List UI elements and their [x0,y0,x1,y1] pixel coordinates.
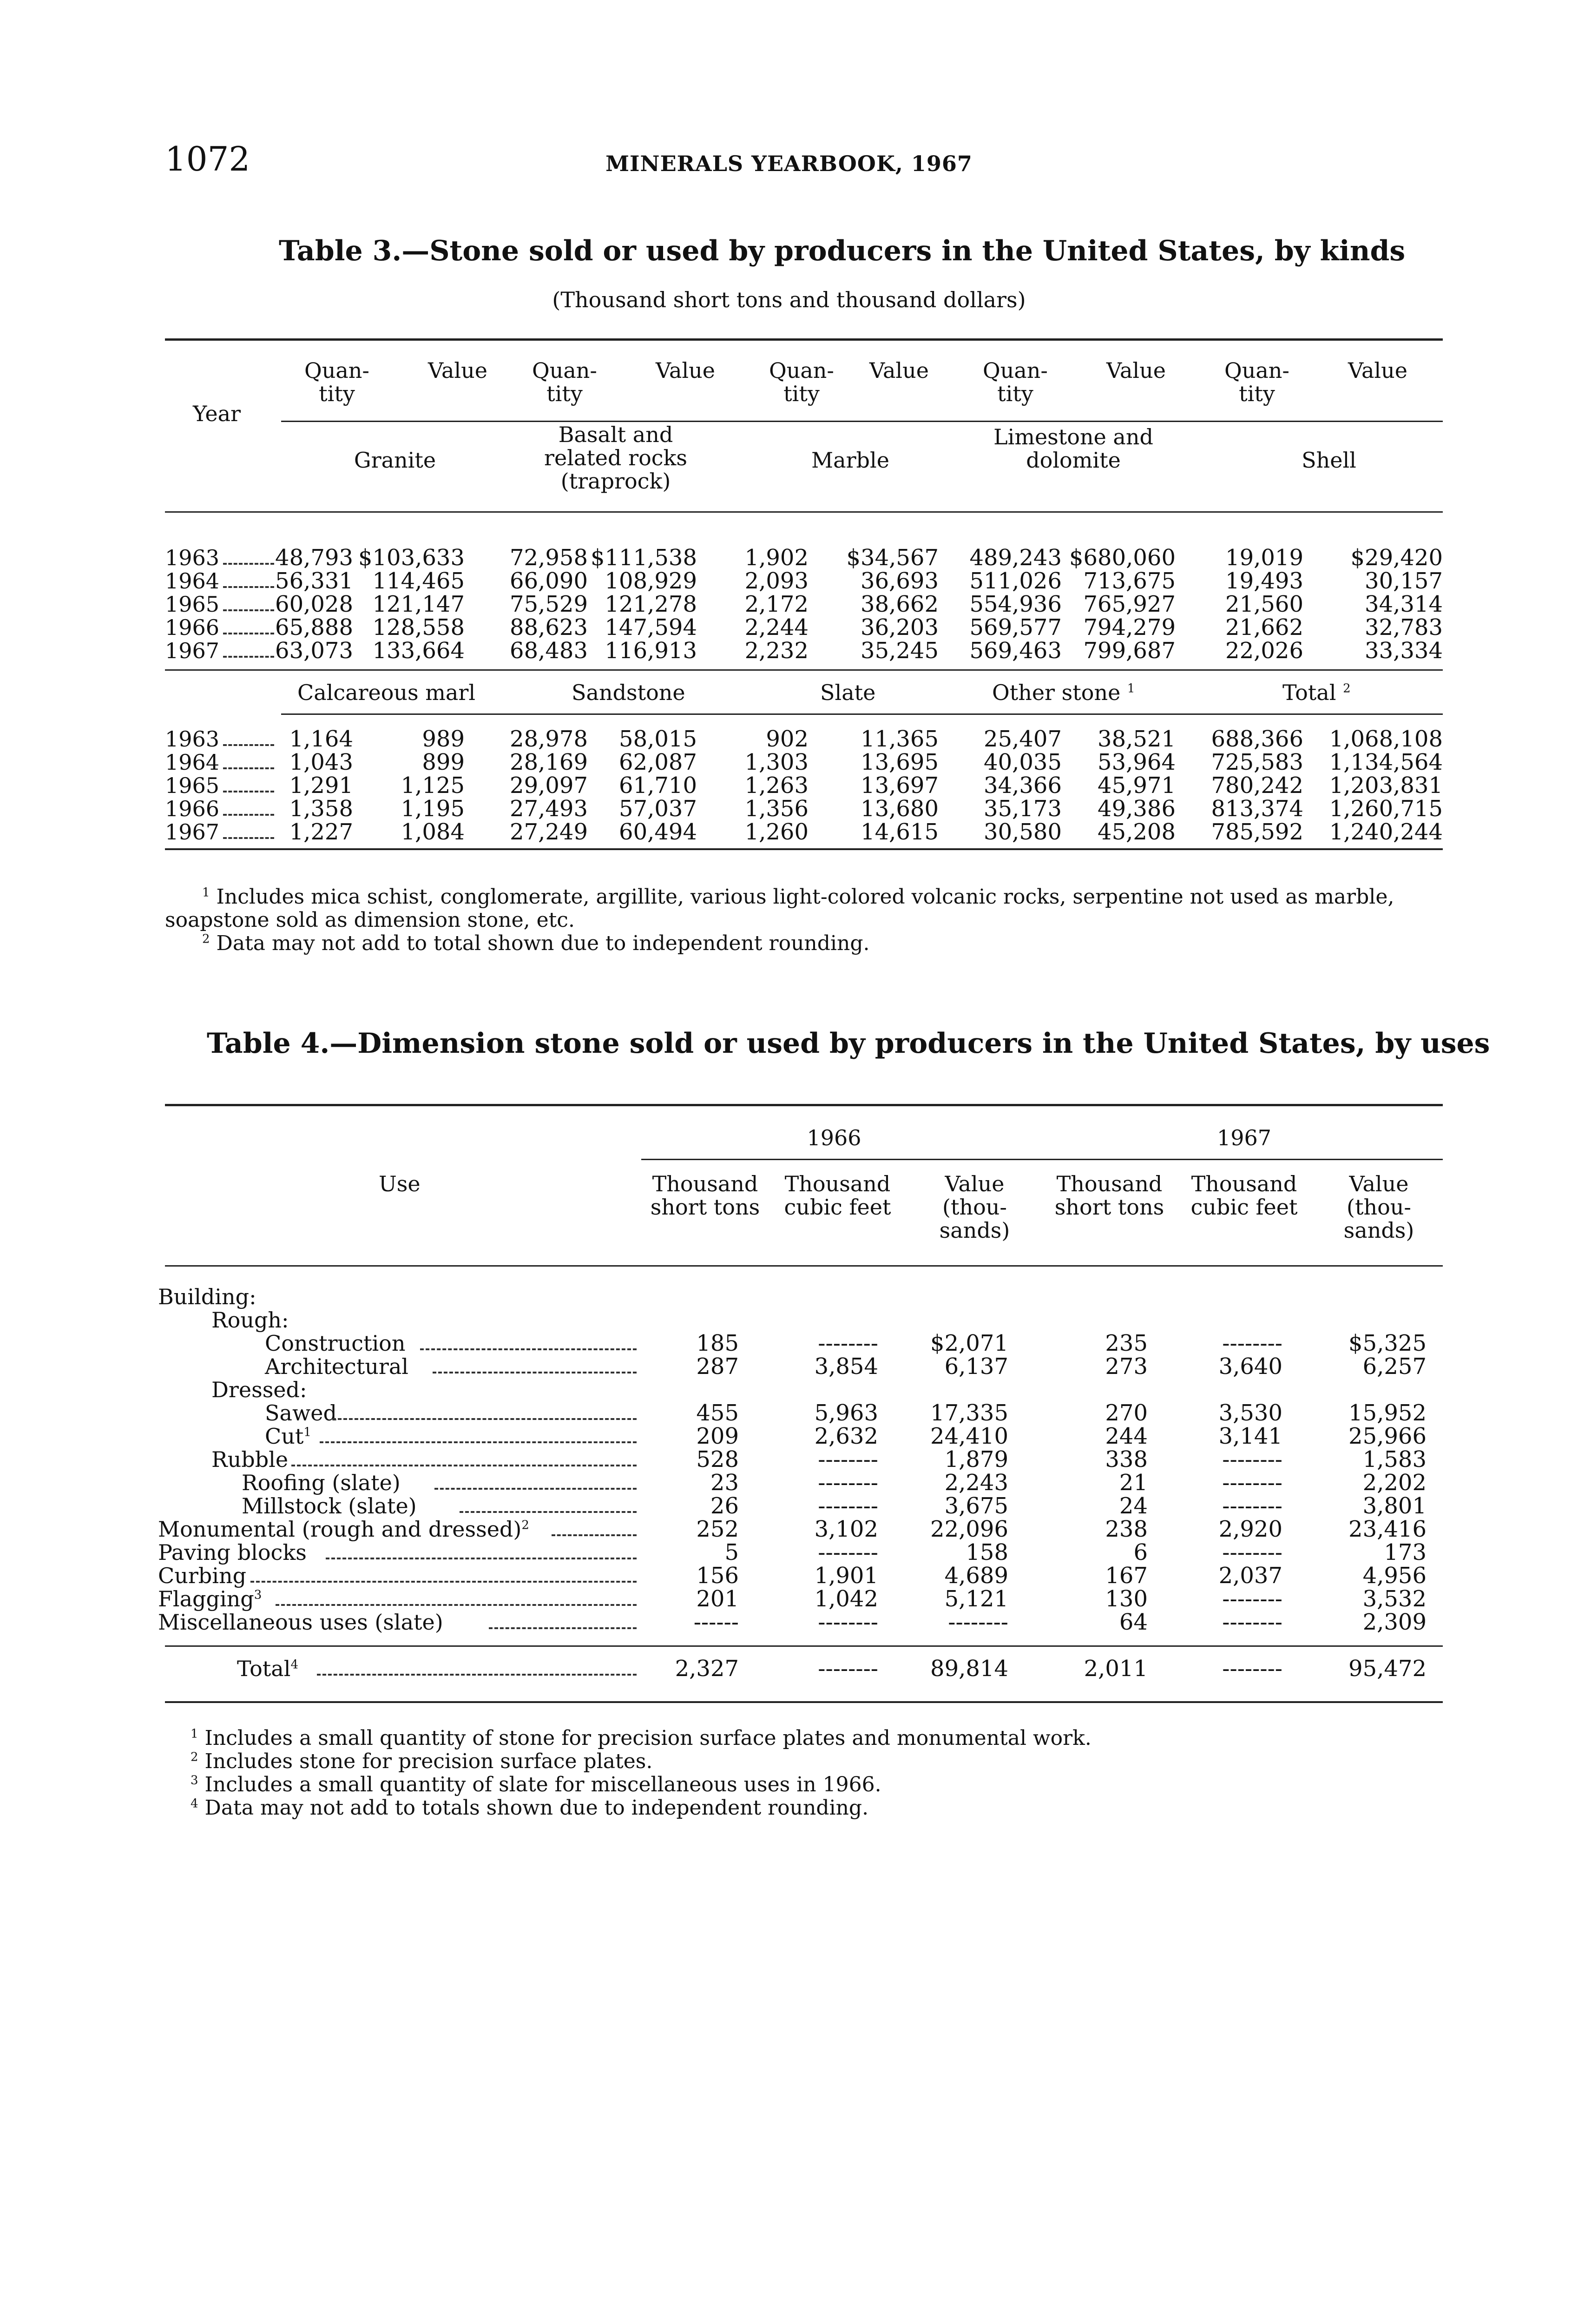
table4-column-header: Value (thou- sands) [939,1171,1010,1243]
table4-row-label [158,1564,246,1587]
table4-value-cell: -------- [1222,1539,1282,1565]
table3-year-cell: 1965 [165,592,220,617]
table3-value-cell: 108,929 [605,568,697,594]
table3-value-cell: 68,483 [510,638,588,664]
table4-value-cell: 5,121 [944,1586,1008,1612]
table3-value-cell: 1,358 [289,796,353,822]
table4-value-cell: 3,102 [814,1516,878,1542]
table4-heading-dressed: Dressed: [211,1377,307,1402]
table3-value-cell: 1,260,715 [1329,796,1443,822]
table3-header-bottom-rule [165,511,1443,513]
table3-footnote-2: $^2$ Data may not add to total shown due to independent rounding. [202,931,870,955]
table3-value-cell: 989 [422,726,465,752]
table4-column-header: Thousand cubic feet [1190,1171,1298,1220]
table4-row-label [211,1448,288,1471]
table3-qty-header: Quan- tity [304,358,369,406]
table3-value-cell: 1,134,564 [1329,749,1443,775]
table3-value-cell: 114,465 [372,568,465,594]
table4-value-cell: 158 [966,1539,1008,1565]
table3-value-cell: 121,278 [605,591,697,617]
table4-value-cell: 15,952 [1348,1400,1427,1426]
table3-value-cell: 45,208 [1098,819,1176,845]
table3-value-cell: 22,026 [1225,638,1303,664]
table3-value-cell: 713,675 [1083,568,1176,594]
table4-value-cell: 130 [1105,1586,1148,1612]
table3-value-cell: 58,015 [619,726,697,752]
table3-value-cell: 28,169 [510,749,588,775]
table3-value-cell: 75,529 [510,591,588,617]
table3-value-cell: 38,662 [861,591,939,617]
table3-value-cell: 63,073 [275,638,353,664]
table4-row-label [265,1425,311,1448]
table3-other-stone-label: Other stone [992,680,1121,705]
table3-value-cell: 60,494 [619,819,697,845]
table3-value-cell: 38,521 [1098,726,1176,752]
table3-year-cell: 1965 [165,773,220,798]
table3-value-cell: 1,043 [289,749,353,775]
table3-value-cell: 1,195 [401,796,465,822]
table4-row-leader [332,1418,637,1420]
table4-value-cell: 2,632 [814,1423,878,1449]
table4-value-cell: 1,879 [944,1446,1008,1472]
table4-value-cell: 6,257 [1362,1353,1427,1380]
table4-value-cell: 167 [1105,1563,1148,1589]
table3-value-cell: $34,567 [846,545,939,571]
table4-value-cell: 26 [710,1493,739,1519]
table4-value-cell: 5 [724,1539,739,1565]
table4-value-cell: -------- [818,1470,878,1496]
table3-value-cell: 27,249 [510,819,588,845]
table4-value-cell: $2,071 [930,1330,1008,1356]
table3-group-other-stone [992,681,1135,704]
table3-value-cell: 1,164 [289,726,353,752]
table4-row-label-text: Miscellaneous uses (slate) [158,1610,443,1635]
table4-total-cell: -------- [818,1656,878,1682]
table4-value-cell: -------- [1222,1330,1282,1356]
table3-year-cell: 1963 [165,726,220,752]
table4-value-cell: 4,689 [944,1563,1008,1589]
table3-qty-header: Quan- tity [532,358,597,406]
table4-value-cell: 17,335 [930,1400,1008,1426]
table3-value-cell: 2,093 [744,568,809,594]
table4-row-footnote-ref: 4 [290,1657,298,1672]
table4-value-cell: 3,801 [1362,1493,1427,1519]
table3-value-cell: 35,173 [984,796,1062,822]
table4-row-label-text: Architectural [265,1354,409,1379]
table4-value-cell: 185 [696,1330,739,1356]
table3-year-cell: 1966 [165,796,220,821]
table4-footnote-4: $^4$ Data may not add to totals shown due to independent rounding. [191,1796,869,1820]
table3-value-cell: 799,687 [1083,638,1176,664]
table3-group-slate: Slate [820,680,876,705]
table4-total-cell: 95,472 [1348,1656,1427,1682]
table3-value-cell: 66,090 [510,568,588,594]
table3-value-header: Value [1348,358,1407,383]
table3-year-cell: 1967 [165,819,220,845]
table3-value-cell: 30,157 [1365,568,1443,594]
table3-value-cell: 1,902 [744,545,809,571]
table4-row-label-text: Curbing [158,1563,247,1588]
table4-value-cell: 235 [1105,1330,1148,1356]
table3-value-cell: 121,147 [372,591,465,617]
table3-value-cell: 14,615 [861,819,939,845]
table3-value-cell: 554,936 [969,591,1062,617]
table3-value-cell: $111,538 [590,545,697,571]
table3-value-cell: 57,037 [619,796,697,822]
table4-heading-rough: Rough: [211,1307,289,1333]
table4-row-label-text: Paving blocks [158,1540,307,1565]
table3-value-cell: 62,087 [619,749,697,775]
table3-qty-header: Quan- tity [1224,358,1289,406]
table4-row-label-text: Cut [265,1424,304,1449]
table3-year-cell: 1966 [165,615,220,640]
table4-value-cell: 64 [1119,1609,1148,1635]
table4-footnote-3: $^3$ Includes a small quantity of slate for miscellaneous uses in 1966. [191,1773,881,1796]
table4-row-label-text: Millstock (slate) [242,1493,417,1519]
table4-row-label-text: Total [237,1656,291,1681]
table4-row-label [242,1471,401,1494]
table4-value-cell: -------- [818,1330,878,1356]
table4-value-cell: 24 [1119,1493,1148,1519]
table4-footnote-2: $^2$ Includes stone for precision surface plates. [191,1750,653,1773]
table3-value-cell: 19,493 [1225,568,1303,594]
table3-value-cell: 33,334 [1365,638,1443,664]
table4-total-cell: -------- [1222,1656,1282,1682]
table4-value-cell: -------- [1222,1586,1282,1612]
table3-group-marble: Marble [811,448,889,473]
table4-value-cell: 24,410 [930,1423,1008,1449]
table3-value-cell: 13,680 [861,796,939,822]
table3-value-cell: 2,172 [744,591,809,617]
table3-value-cell: 794,279 [1083,614,1176,640]
table4-top-rule [165,1104,1443,1106]
table4-value-cell: 173 [1384,1539,1427,1565]
table4-value-cell: $5,325 [1348,1330,1427,1356]
table3-group-total [1282,681,1351,704]
table4-value-cell: 156 [696,1563,739,1589]
table3-value-cell: 30,580 [984,819,1062,845]
table4-row-label [158,1611,443,1634]
table4-row-label-text: Sawed [265,1400,337,1426]
table4-row-footnote-ref: 2 [521,1518,529,1532]
table3-top-rule [165,338,1443,341]
table3-value-cell: 1,356 [744,796,809,822]
table3-value-cell: 45,971 [1098,772,1176,799]
table4-value-cell: 1,901 [814,1563,878,1589]
table3-value-cell: 13,697 [861,772,939,799]
table4-header-rule [165,1265,1443,1267]
table4-value-cell: 2,202 [1362,1470,1427,1496]
table4-row-label [242,1494,417,1518]
table4-value-cell: -------- [1222,1470,1282,1496]
table4-column-header: Value (thou- sands) [1343,1171,1414,1243]
table4-value-cell: 2,920 [1218,1516,1282,1542]
table3-value-cell: 61,710 [619,772,697,799]
table3-value-cell: 36,693 [861,568,939,594]
table3-value-cell: 765,927 [1083,591,1176,617]
table4-value-cell: 3,675 [944,1493,1008,1519]
table3-value-cell: 72,958 [510,545,588,571]
table3-group-granite: Granite [354,448,436,473]
table4-value-cell: 455 [696,1400,739,1426]
table4-value-cell: 3,532 [1362,1586,1427,1612]
table3-subtitle: (Thousand short tons and thousand dollars) [552,287,1026,312]
table4-total-cell: 2,011 [1084,1656,1148,1682]
table3-value-cell: 1,291 [289,772,353,799]
table3-value-cell: 36,203 [861,614,939,640]
table3-value-cell: 34,314 [1365,591,1443,617]
table4-value-cell: 25,966 [1348,1423,1427,1449]
table3-value-cell: 902 [766,726,809,752]
table3-value-cell: 13,695 [861,749,939,775]
table4-year-1967: 1967 [1216,1125,1272,1150]
table3-group-basalt: Basalt and related rocks (traprock) [544,422,688,494]
table4-value-cell: 22,096 [930,1516,1008,1542]
table3-value-cell: 28,978 [510,726,588,752]
table3-total-footnote-ref: 2 [1343,681,1351,696]
table3-value-cell: 116,913 [605,638,697,664]
table4-row-label-text: Rubble [211,1447,289,1472]
table4-row-label-text: Monumental (rough and dressed) [158,1517,522,1542]
table3-year-header: Year [193,401,241,426]
table3-value-cell: 29,097 [510,772,588,799]
table3-mid-rule-2 [281,713,1443,715]
table4-column-header: Thousand cubic feet [784,1171,891,1220]
table4-value-cell: -------- [948,1609,1008,1635]
table4-value-cell: 2,309 [1362,1609,1427,1635]
table3-value-cell: 49,386 [1098,796,1176,822]
table3-value-header: Value [428,358,487,383]
table4-row-label [158,1587,262,1611]
table3-value-header: Value [869,358,929,383]
table3-value-cell: 1,227 [289,819,353,845]
table3-mid-rule [165,669,1443,671]
table3-value-cell: 1,303 [744,749,809,775]
table4-row-label [265,1355,408,1378]
table3-value-cell: 1,084 [401,819,465,845]
table3-value-cell: 56,331 [275,568,353,594]
table4-total-label [237,1657,298,1680]
table3-value-cell: 147,594 [605,614,697,640]
table4-value-cell: ------ [693,1609,739,1635]
table4-row-label-text: Flagging [158,1586,254,1611]
table3-value-cell: 2,232 [744,638,809,664]
table4-row-leader [317,1674,637,1676]
table3-header-divider [281,421,1443,422]
table4-value-cell: -------- [818,1539,878,1565]
table3-value-cell: 1,240,244 [1329,819,1443,845]
table3-group-sandstone: Sandstone [572,680,685,705]
table3-value-cell: 48,793 [275,545,353,571]
table3-value-cell: 21,662 [1225,614,1303,640]
table4-row-label-text: Construction [265,1331,406,1356]
table4-column-header: Thousand short tons [1054,1171,1164,1220]
table4-value-cell: 238 [1105,1516,1148,1542]
table4-row-label [158,1541,307,1564]
table4-bottom-rule [165,1645,1443,1647]
table4-end-rule [165,1701,1443,1703]
table3-group-calcareous-marl: Calcareous marl [297,680,476,705]
table4-column-header: Thousand short tons [650,1171,760,1220]
table3-group-shell: Shell [1302,448,1356,473]
table3-value-cell: 489,243 [969,545,1062,571]
running-head: MINERALS YEARBOOK, 1967 [605,151,973,176]
table3-value-cell: 32,783 [1365,614,1443,640]
table4-year-1966: 1966 [807,1125,861,1150]
table4-value-cell: 23,416 [1348,1516,1427,1542]
table3-value-cell: $680,060 [1069,545,1176,571]
table4-row-leader [250,1581,637,1583]
table3-value-cell: 785,592 [1211,819,1303,845]
table3-value-cell: 11,365 [861,726,939,752]
table3-value-cell: 19,019 [1225,545,1303,571]
table3-value-cell: 569,577 [969,614,1062,640]
table3-value-cell: 133,664 [372,638,465,664]
table3-group-limestone: Limestone and dolomite [993,424,1153,473]
table4-row-label-text: Roofing (slate) [242,1470,401,1495]
table4-value-cell: 252 [696,1516,739,1542]
table3-value-cell: 65,888 [275,614,353,640]
table4-title: Table 4.—Dimension stone sold or used by producers in the United States, by uses [207,1027,1490,1060]
table3-value-cell: 511,026 [969,568,1062,594]
table3-total-label: Total [1282,680,1336,705]
table3-year-cell: 1964 [165,568,220,594]
table3-qty-header: Quan- tity [983,358,1048,406]
table4-row-label [265,1332,406,1355]
table3-other-stone-footnote-ref: 1 [1127,681,1135,696]
table4-value-cell: -------- [818,1609,878,1635]
table4-value-cell: 1,042 [814,1586,878,1612]
table3-value-cell: 725,583 [1211,749,1303,775]
table4-value-cell: -------- [1222,1446,1282,1472]
table4-value-cell: 2,037 [1218,1563,1282,1589]
table4-value-cell: 209 [696,1423,739,1449]
table3-value-cell: 21,560 [1225,591,1303,617]
table3-value-cell: $29,420 [1350,545,1443,571]
table4-row-leader [326,1558,637,1559]
table3-value-cell: 1,260 [744,819,809,845]
table3-value-cell: 53,964 [1098,749,1176,775]
table4-total-cell: 89,814 [930,1656,1008,1682]
table4-value-cell: 244 [1105,1423,1148,1449]
table4-row-leader [276,1604,637,1606]
table4-value-cell: -------- [818,1493,878,1519]
table3-value-cell: 1,263 [744,772,809,799]
table4-value-cell: 4,956 [1362,1563,1427,1589]
table4-value-cell: 3,854 [814,1353,878,1380]
table4-value-cell: 338 [1105,1446,1148,1472]
table3-value-cell: 1,203,831 [1329,772,1443,799]
table3-value-cell: 813,374 [1211,796,1303,822]
table4-row-label [265,1401,337,1425]
table3-value-cell: 40,035 [984,749,1062,775]
table4-heading-building: Building: [158,1284,256,1309]
table4-row-label [158,1518,529,1541]
table4-value-cell: 3,530 [1218,1400,1282,1426]
table3-value-header: Value [1106,358,1166,383]
table4-value-cell: 6,137 [944,1353,1008,1380]
table4-use-header: Use [379,1171,421,1196]
table3-year-cell: 1967 [165,638,220,663]
table3-value-cell: 1,068,108 [1329,726,1443,752]
table3-footnote-1: $^1$ Includes mica schist, conglomerate, argillite, various light-colored volcanic rocks, serpentine not used as marble, soapstone sold as dimension stone, etc. [165,885,1394,932]
table3-value-cell: 60,028 [275,591,353,617]
table3-bottom-rule [165,848,1443,850]
table4-row-leader [291,1465,637,1466]
table4-value-cell: 528 [696,1446,739,1472]
page-number: 1072 [165,139,250,178]
table3-value-cell: 569,463 [969,638,1062,664]
table4-value-cell: 287 [696,1353,739,1380]
table4-value-cell: 273 [1105,1353,1148,1380]
table3-value-cell: 688,366 [1211,726,1303,752]
table4-row-footnote-ref: 3 [254,1588,262,1602]
table4-value-cell: 3,141 [1218,1423,1282,1449]
table3-year-cell: 1963 [165,545,220,570]
table3-value-header: Value [656,358,715,383]
table4-value-cell: 1,583 [1362,1446,1427,1472]
table4-value-cell: 5,963 [814,1400,878,1426]
table3-value-cell: $103,633 [358,545,465,571]
table4-value-cell: 21 [1119,1470,1148,1496]
table4-value-cell: -------- [818,1446,878,1472]
table3-qty-header: Quan- tity [769,358,834,406]
table3-value-cell: 88,623 [510,614,588,640]
table3-value-cell: 34,366 [984,772,1062,799]
table4-value-cell: 270 [1105,1400,1148,1426]
table4-value-cell: 6 [1133,1539,1148,1565]
table4-value-cell: 201 [696,1586,739,1612]
table3-year-cell: 1964 [165,750,220,775]
table4-row-footnote-ref: 1 [303,1425,311,1439]
table4-value-cell: 3,640 [1218,1353,1282,1380]
table4-value-cell: -------- [1222,1609,1282,1635]
table3-value-cell: 2,244 [744,614,809,640]
table4-value-cell: 23 [710,1470,739,1496]
table4-total-cell: 2,327 [675,1656,739,1682]
table3-value-cell: 128,558 [372,614,465,640]
table3-value-cell: 899 [422,749,465,775]
table3-value-cell: 1,125 [401,772,465,799]
table4-footnote-1: $^1$ Includes a small quantity of stone for precision surface plates and monumental work. [191,1726,1091,1750]
table4-row-leader [320,1441,637,1443]
table3-value-cell: 780,242 [1211,772,1303,799]
table4-value-cell: -------- [1222,1493,1282,1519]
table3-value-cell: 25,407 [984,726,1062,752]
table4-value-cell: 2,243 [944,1470,1008,1496]
table3-value-cell: 35,245 [861,638,939,664]
table4-year-rule [641,1159,1443,1160]
table3-title: Table 3.—Stone sold or used by producers in the United States, by kinds [279,235,1406,267]
table3-value-cell: 27,493 [510,796,588,822]
